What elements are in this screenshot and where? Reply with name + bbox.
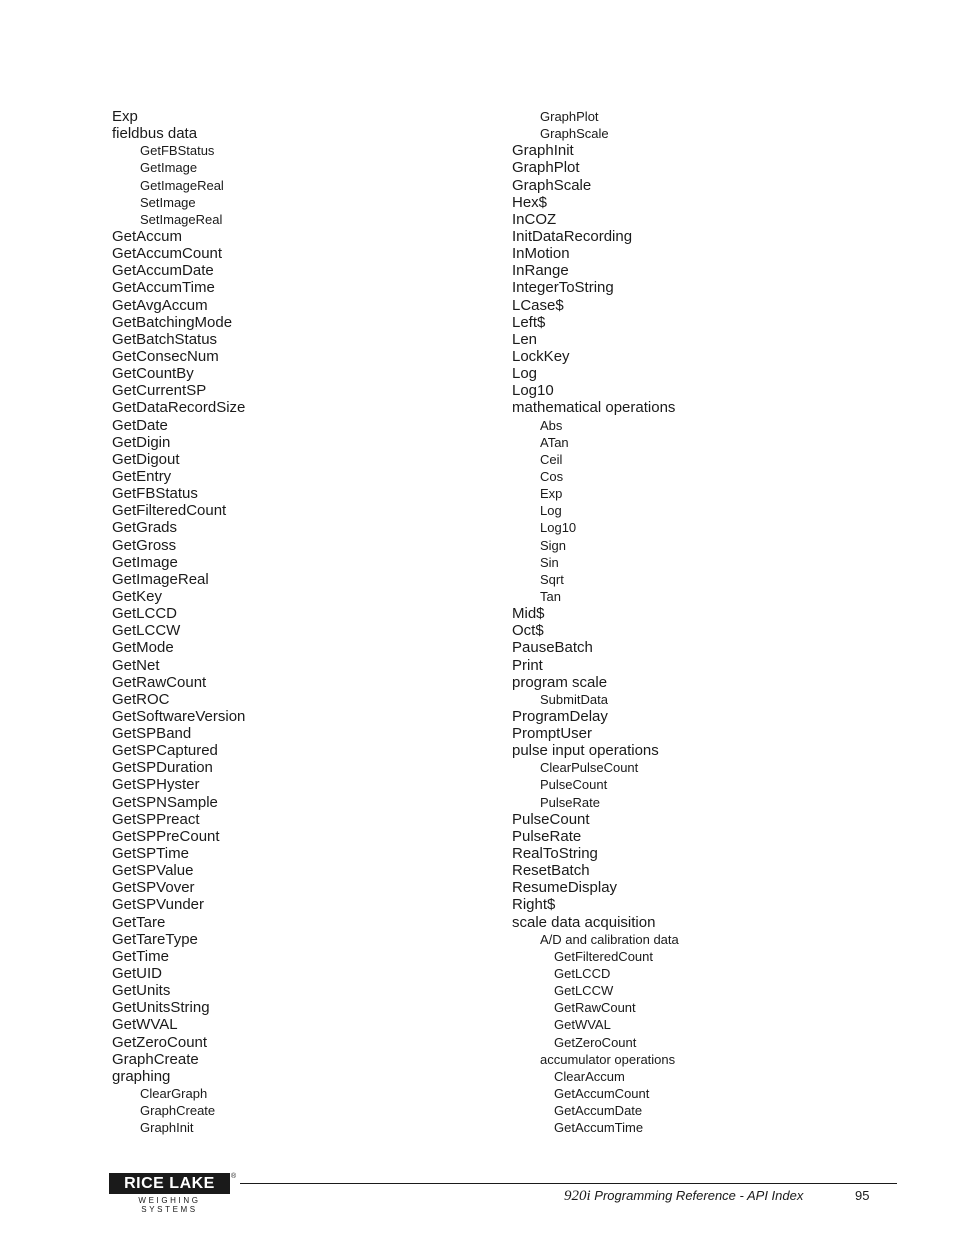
index-entry: GetKey [112, 587, 163, 605]
index-entry: ResumeDisplay [512, 879, 618, 897]
index-entry: GetSPPreact [112, 810, 200, 828]
index-entry: GetUnits [112, 982, 171, 1000]
footer-rule [240, 1183, 897, 1184]
index-entry: GetWVAL [112, 1016, 178, 1034]
index-subentry: GraphInit [140, 1120, 194, 1136]
index-entry: GetDigout [112, 450, 180, 468]
index-entry: GetEntry [112, 467, 172, 485]
index-entry: GraphCreate [112, 1050, 199, 1068]
index-entry: GetSPVunder [112, 896, 204, 914]
index-subentry: Tan [540, 588, 561, 604]
index-subentry: GraphPlot [540, 109, 599, 124]
index-subentry: SetImage [140, 194, 196, 210]
index-entry: GetAccumCount [112, 245, 223, 263]
index-subentry: GetImageReal [140, 177, 224, 193]
index-subentry: GraphScale [540, 126, 609, 142]
index-entry: IntegerToString [512, 279, 614, 297]
index-entry: InitDataRecording [512, 227, 633, 245]
index-entry: Len [512, 330, 538, 348]
index-entry: Log10 [512, 382, 554, 400]
index-entry: GetGross [112, 536, 177, 554]
index-entry: GetCurrentSP [112, 382, 207, 400]
index-entry: GetROC [112, 690, 170, 708]
index-entry: GetGrads [112, 519, 178, 537]
footer-model: 920i [564, 1188, 591, 1204]
index-entry: PulseRate [512, 827, 582, 845]
index-subentry: GetFBStatus [140, 143, 215, 159]
index-entry: GetFilteredCount [112, 502, 227, 520]
index-entry: GetAvgAccum [112, 296, 208, 314]
index-subentry: Abs [540, 417, 563, 433]
index-entry: GetSPTime [112, 845, 189, 863]
index-entry: GetSPCaptured [112, 742, 218, 760]
index-subentry: PulseCount [540, 777, 608, 793]
rice-lake-logo [109, 1173, 237, 1214]
index-entry: RealToString [512, 845, 598, 863]
index-entry: GetUnitsString [112, 999, 210, 1017]
index-entry: ResetBatch [512, 862, 590, 880]
index-entry: PromptUser [512, 725, 593, 743]
index-subentry: accumulator operations [540, 1051, 676, 1067]
index-subentry: GetRawCount [554, 1000, 636, 1016]
index-entry: GetAccumTime [112, 279, 215, 297]
index-subentry: Sqrt [540, 571, 564, 587]
index-entry: mathematical operations [512, 399, 676, 417]
index-entry: program scale [512, 673, 608, 691]
index-subentry: Sin [540, 554, 559, 570]
index-entry: GraphInit [512, 142, 574, 160]
logo-subtext: WEIGHING SYSTEMS [138, 1196, 201, 1214]
logo-bar [109, 1173, 230, 1194]
index-subentry: GraphCreate [140, 1103, 216, 1119]
index-subentry: Sign [540, 537, 567, 553]
index-entry: GetTareType [112, 930, 198, 948]
index-entry: GetSPValue [112, 862, 194, 880]
index-entry: GetSoftwareVersion [112, 707, 246, 725]
index-subentry: GetAccumDate [554, 1103, 643, 1119]
page-number: 95 [855, 1188, 870, 1203]
index-subentry: GetWVAL [554, 1017, 611, 1033]
index-subentry: GetFilteredCount [554, 948, 653, 964]
index-subentry: Cos [540, 468, 564, 484]
index-entry: PauseBatch [512, 639, 593, 657]
index-subentry: GetLCCD [554, 966, 611, 982]
index-entry: GetLCCD [112, 605, 178, 623]
logo-text: RICE LAKE [124, 1174, 215, 1192]
index-entry: LCase$ [512, 296, 564, 314]
index-entry: Left$ [512, 313, 546, 331]
index-entry: scale data acquisition [512, 913, 656, 931]
index-subentry: Log10 [540, 520, 577, 536]
index-entry: GetSPHyster [112, 776, 200, 794]
index-subentry: ATan [540, 434, 569, 450]
index-entry: GetImageReal [112, 570, 209, 588]
index-subentry: GetAccumCount [554, 1086, 650, 1102]
index-entry: GetLCCW [112, 622, 181, 640]
index-subentry: ClearPulseCount [540, 760, 639, 776]
index-subentry: SubmitData [540, 691, 608, 707]
index-subentry: GetZeroCount [554, 1034, 637, 1050]
index-entry: GetSPNSample [112, 793, 218, 811]
index-entry: PulseCount [512, 810, 590, 828]
index-subentry: Ceil [540, 451, 563, 467]
index-entry: Hex$ [512, 193, 548, 211]
index-subentry: GetLCCW [554, 983, 614, 999]
index-entry: GetUID [112, 965, 163, 983]
index-entry: GraphPlot [512, 159, 580, 177]
index-subentry: ClearGraph [140, 1086, 208, 1102]
index-entry: GetTime [112, 947, 169, 965]
index-entry: GetSPPreCount [112, 827, 220, 845]
index-subentry: PulseRate [540, 794, 600, 810]
index-entry: Log [512, 365, 538, 383]
index-entry: pulse input operations [512, 742, 659, 760]
index-entry: Right$ [512, 896, 556, 914]
index-subentry: ClearAccum [554, 1068, 625, 1084]
index-entry: GetDataRecordSize [112, 399, 246, 417]
index-entry: GetDate [112, 416, 168, 434]
footer-title [564, 1188, 803, 1205]
index-entry: GetSPDuration [112, 759, 213, 777]
index-subentry: GetAccumTime [554, 1120, 644, 1136]
index-subentry: GetImage [140, 160, 198, 176]
index-entry: Oct$ [512, 622, 544, 640]
index-entry: GetZeroCount [112, 1033, 208, 1051]
index-entry: GetAccumDate [112, 262, 214, 280]
index-left-column [112, 108, 442, 1136]
index-entry: GraphScale [512, 176, 592, 194]
index-entry: GetDigin [112, 433, 171, 451]
index-subentry: SetImageReal [140, 211, 223, 227]
index-entry: graphing [112, 1067, 171, 1085]
index-entry: GetNet [112, 656, 160, 674]
index-entry: InMotion [512, 245, 570, 263]
index-entry: LockKey [512, 347, 570, 365]
index-entry: GetTare [112, 913, 166, 931]
index-entry: ProgramDelay [512, 707, 608, 725]
index-entry: Exp [112, 108, 138, 125]
index-entry: fieldbus data [112, 125, 198, 143]
index-entry: Mid$ [512, 605, 545, 623]
index-subentry: Exp [540, 486, 563, 502]
index-entry: GetSPVover [112, 879, 195, 897]
index-entry: GetConsecNum [112, 347, 219, 365]
index-subentry: Log [540, 503, 562, 519]
index-entry: GetMode [112, 639, 174, 657]
index-entry: GetImage [112, 553, 178, 571]
page-footer [0, 1160, 954, 1220]
registered-mark: ® [231, 1173, 237, 1180]
index-entry: InCOZ [512, 210, 557, 228]
index-entry: GetBatchingMode [112, 313, 233, 331]
index-entry: GetRawCount [112, 673, 207, 691]
index-entry: InRange [512, 262, 569, 280]
index-entry: GetFBStatus [112, 485, 198, 503]
index-entry: GetBatchStatus [112, 330, 218, 348]
index-subentry: A/D and calibration data [540, 931, 679, 947]
footer-doc-title: Programming Reference - API Index [594, 1188, 804, 1203]
index-entry: GetSPBand [112, 725, 192, 743]
index-right-column [512, 108, 852, 1136]
index-entry: GetCountBy [112, 365, 194, 383]
index-entry: Print [512, 656, 543, 674]
index-entry: GetAccum [112, 227, 183, 245]
